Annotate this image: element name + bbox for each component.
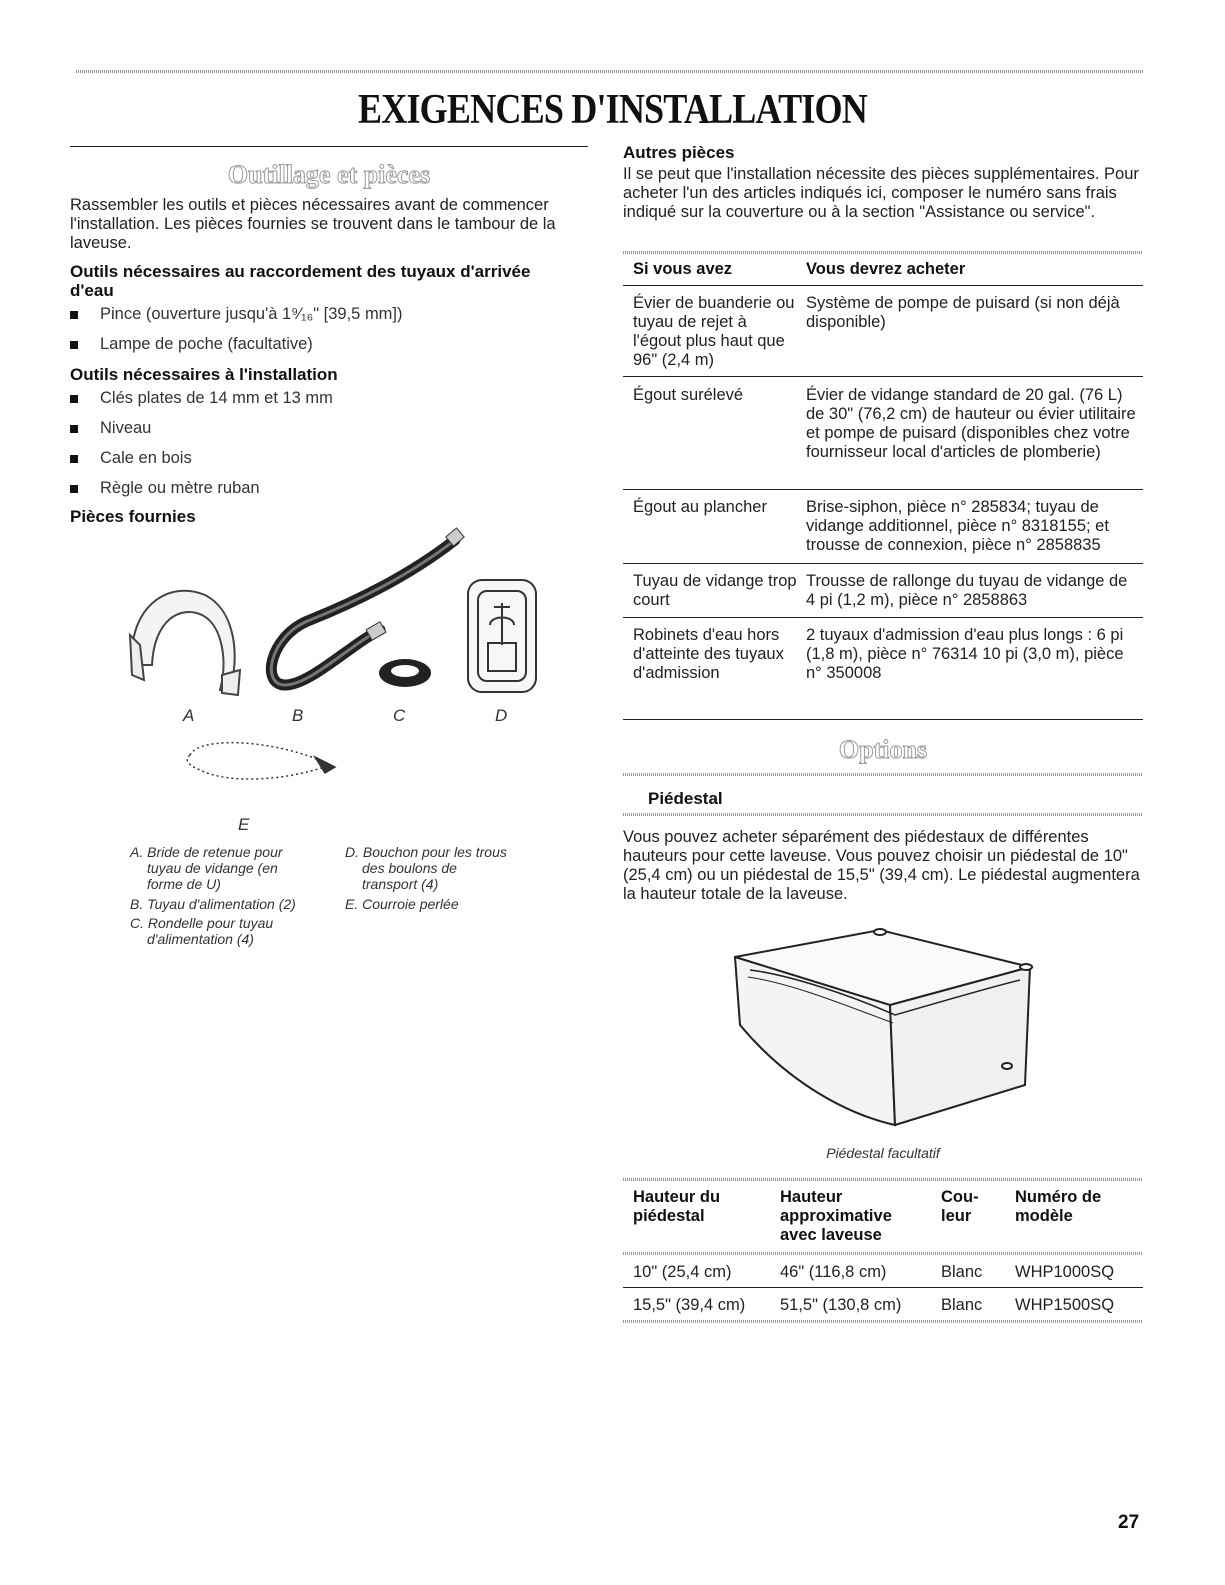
tools-heading: Outillage et pièces <box>227 160 431 189</box>
pedestal-table-bottom-rule <box>623 1320 1143 1323</box>
requirements-buy-cell: 2 tuyaux d'admission d'eau plus longs : 6 pi (1,8 m), pièce n° 76314 10 pi (3,0 m), pièce n° 350008 <box>806 626 1124 682</box>
requirements-have-cell: Égout au plancher <box>633 498 767 516</box>
requirements-buy-cell: Évier de vidange standard de 20 gal. (76 L) de 30" (76,2 cm) de hauteur ou évier utilitaire et pompe de puisard (disponibles chez votre fournisseur local d'articles de plomberie) <box>806 386 1136 461</box>
requirements-buy-cell: Trousse de rallonge du tuyau de vidange de 4 pi (1,2 m), pièce n° 2858863 <box>806 572 1128 609</box>
top-rule <box>76 70 1144 73</box>
page-number: 27 <box>1118 1512 1140 1533</box>
bullet-icon <box>70 395 78 403</box>
pedestal-table-row-rule <box>623 1287 1143 1288</box>
options-heading: Options <box>838 735 928 764</box>
requirements-col-have: Si vous avez <box>633 260 733 278</box>
table-cell: 15,5" (39,4 cm) <box>633 1296 746 1314</box>
requirements-have-cell: Tuyau de vidange trop court <box>633 572 797 609</box>
other-parts-heading: Autres pièces <box>623 143 735 162</box>
table-cell: 10" (25,4 cm) <box>633 1263 732 1281</box>
table-cell: Blanc <box>941 1263 983 1281</box>
requirements-row-rule <box>623 489 1143 490</box>
part-label-e: E <box>238 815 250 834</box>
part-label-d: D <box>495 706 508 725</box>
caption-e: E. Courroie perlée <box>345 896 459 912</box>
pedestal-icon <box>735 929 1032 1125</box>
col-pedestal-height: Hauteur du piédestal <box>633 1188 721 1225</box>
requirements-row-rule <box>623 376 1143 377</box>
table-cell: 51,5" (130,8 cm) <box>780 1296 902 1314</box>
bullet-icon <box>70 311 78 319</box>
bullet-icon <box>70 455 78 463</box>
u-clamp-icon <box>130 591 240 695</box>
requirements-header-rule <box>623 285 1143 286</box>
water-tools-list <box>70 305 588 365</box>
caption-d: D. Bouchon pour les trous des boulons de transport (4) <box>345 844 507 892</box>
caption-b: B. Tuyau d'alimentation (2) <box>130 896 296 912</box>
col-model-number: Numéro de modèle <box>1015 1188 1102 1225</box>
bullet-icon <box>70 425 78 433</box>
requirements-col-buy: Vous devrez acheter <box>806 260 966 278</box>
bullet-icon <box>70 341 78 349</box>
beaded-strap-icon <box>187 743 335 779</box>
table-cell: WHP1000SQ <box>1015 1263 1115 1281</box>
pedestal-top-rule <box>623 773 1143 776</box>
install-tools-heading: Outils nécessaires à l'installation <box>70 365 338 384</box>
list-item: Règle ou mètre ruban <box>70 479 588 498</box>
bullet-icon <box>70 485 78 493</box>
requirements-buy-cell: Brise-siphon, pièce n° 285834; tuyau de vidange additionnel, pièce n° 8318155; et trousse de connexion, pièce n° 2858835 <box>806 498 1109 554</box>
table-cell: Blanc <box>941 1296 983 1314</box>
page-title: EXIGENCES D'INSTALLATION <box>358 87 867 133</box>
part-label-b: B <box>292 706 304 725</box>
list-item: Pince (ouverture jusqu'à 1⁹⁄₁₆" [39,5 mm]) <box>70 305 588 324</box>
washer-icon <box>379 659 431 687</box>
table-cell: WHP1500SQ <box>1015 1296 1115 1314</box>
pedestal-illustration <box>730 925 1040 1135</box>
caption-a: A. Bride de retenue pour tuyau de vidange (en forme de U) <box>130 844 283 892</box>
requirements-have-cell: Égout surélevé <box>633 386 744 404</box>
plug-icon <box>468 580 536 692</box>
part-label-c: C <box>393 706 406 725</box>
other-parts-intro: Il se peut que l'installation nécessite des pièces supplémentaires. Pour acheter l'un des articles indiqués ici, composer le numéro sans frais indiqué sur la couverture ou à la section "Assistance ou service". <box>623 165 1139 221</box>
part-label-a: A <box>183 706 195 725</box>
caption-c: C. Rondelle pour tuyau d'alimentation (4) <box>130 915 274 947</box>
pedestal-table-header-rule <box>623 1252 1143 1255</box>
requirements-top-rule <box>623 251 1143 254</box>
options-top-rule <box>623 719 1143 720</box>
col-approx-height: Hauteur approximative avec laveuse <box>780 1188 892 1244</box>
install-tools-list <box>70 389 588 509</box>
pedestal-text: Vous pouvez acheter séparément des piédestaux de différentes hauteurs pour cette laveuse. Vous pouvez choisir un piédestal de 10" (25,4 cm) ou un piédestal de 15,5" (39,4 cm). Le piédestal augmentera la hauteur totale de la laveuse. <box>623 828 1140 903</box>
hose-icon <box>271 528 464 685</box>
left-section-rule <box>70 146 588 147</box>
list-item: Niveau <box>70 419 588 438</box>
pedestal-bottom-rule <box>623 813 1143 816</box>
table-cell: 46" (116,8 cm) <box>780 1263 887 1281</box>
list-item: Lampe de poche (facultative) <box>70 335 588 354</box>
parts-heading: Pièces fournies <box>70 507 196 526</box>
pedestal-heading: Piédestal <box>648 789 723 808</box>
col-color: Cou- leur <box>941 1188 979 1225</box>
parts-illustration <box>110 525 560 815</box>
list-item: Clés plates de 14 mm et 13 mm <box>70 389 588 408</box>
requirements-row-rule <box>623 617 1143 618</box>
pedestal-caption: Piédestal facultatif <box>826 1145 940 1161</box>
requirements-buy-cell: Système de pompe de puisard (si non déjà disponible) <box>806 294 1120 331</box>
tools-intro: Rassembler les outils et pièces nécessaires avant de commencer l'installation. Les pièces fournies se trouvent dans le tambour de la laveuse. <box>70 196 556 252</box>
list-item: Cale en bois <box>70 449 588 468</box>
water-tools-heading: Outils nécessaires au raccordement des tuyaux d'arrivée d'eau <box>70 262 531 300</box>
pedestal-table-top-rule <box>623 1178 1143 1181</box>
requirements-have-cell: Robinets d'eau hors d'atteinte des tuyaux d'admission <box>633 626 784 682</box>
requirements-have-cell: Évier de buanderie ou tuyau de rejet à l'égout plus haut que 96" (2,4 m) <box>633 294 795 369</box>
requirements-row-rule <box>623 563 1143 564</box>
